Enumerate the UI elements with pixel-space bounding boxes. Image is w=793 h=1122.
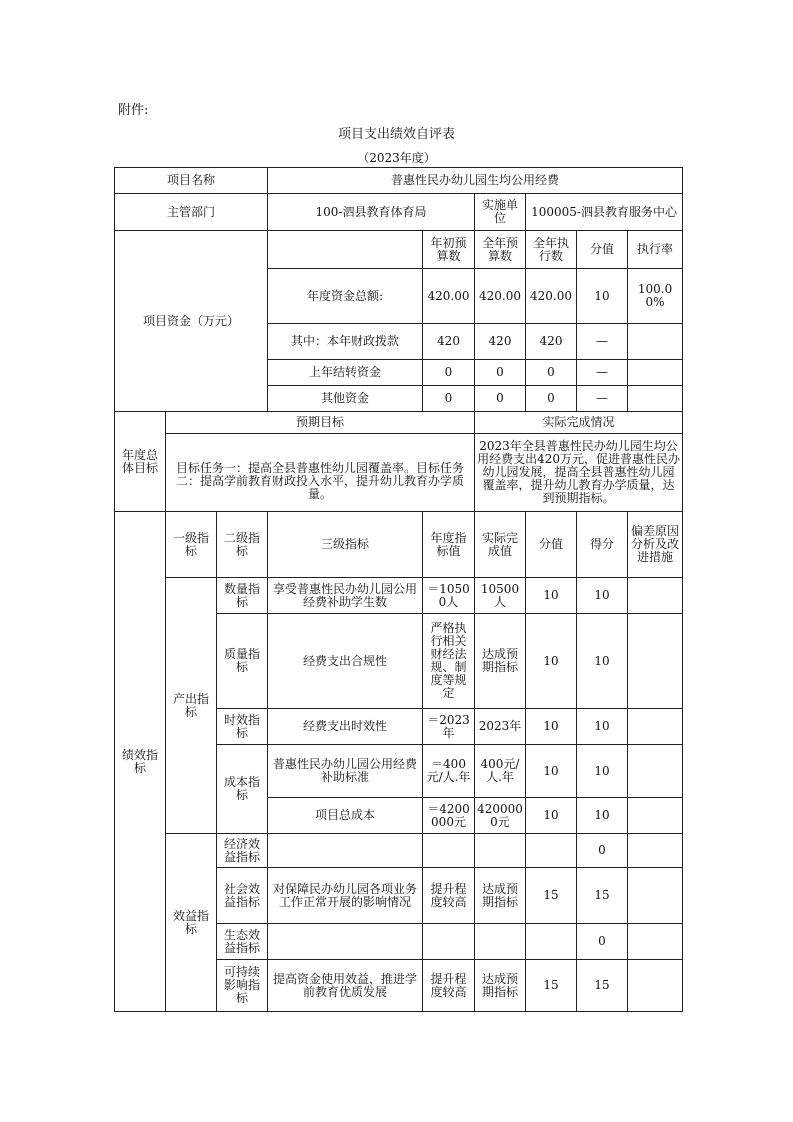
indicator-reason [628, 578, 683, 614]
indicator-level2: 数量指标 [217, 578, 268, 614]
header-target: 年度指标值 [423, 512, 475, 578]
funds-header-blank [268, 231, 423, 269]
indicator-score: 10 [577, 614, 628, 709]
indicator-value: 10 [526, 798, 577, 834]
indicator-target: 提升程度较高 [423, 868, 475, 924]
funds-row-executed: 0 [526, 386, 577, 412]
indicator-value: 15 [526, 960, 577, 1012]
indicator-level2: 成本指标 [217, 745, 268, 834]
header-level1: 一级指标 [166, 512, 217, 578]
funds-row-score-value: — [577, 386, 628, 412]
implementing-unit-label: 实施单位 [475, 194, 526, 231]
indicator-level3: 对保障民办幼儿园各项业务工作正常开展的影响情况 [268, 868, 423, 924]
project-name-value: 普惠性民办幼儿园生均公用经费 [268, 168, 683, 194]
indicator-level3: 项目总成本 [268, 798, 423, 834]
indicator-level3: 普惠性民办幼儿园公用经费补助标准 [268, 745, 423, 798]
funds-label: 项目资金（万元） [115, 231, 268, 412]
indicator-score: 0 [577, 924, 628, 960]
funds-header-rate: 执行率 [628, 231, 683, 269]
funds-header-score-value: 分值 [577, 231, 628, 269]
header-level2: 二级指标 [217, 512, 268, 578]
indicator-level2: 经济效益指标 [217, 834, 268, 868]
indicator-value: 15 [526, 868, 577, 924]
attachment-label: 附件: [118, 103, 149, 118]
indicator-level3 [268, 834, 423, 868]
indicator-actual [475, 924, 526, 960]
actual-result-header: 实际完成情况 [475, 412, 683, 434]
indicator-target: ＝400元/人.年 [423, 745, 475, 798]
indicator-target: ＝10500人 [423, 578, 475, 614]
funds-row-label: 上年结转资金 [268, 360, 423, 386]
project-name-row [115, 168, 683, 194]
funds-row-executed: 0 [526, 360, 577, 386]
funds-row-score-value: 10 [577, 269, 628, 324]
header-score: 得分 [577, 512, 628, 578]
indicator-value: 10 [526, 614, 577, 709]
output-indicator-label: 产出指标 [166, 578, 217, 834]
funds-row-annual: 0 [475, 386, 526, 412]
effect-indicator-label: 效益指标 [166, 834, 217, 1012]
funds-row-rate [628, 360, 683, 386]
indicators-header-row [115, 512, 683, 578]
indicator-reason [628, 960, 683, 1012]
indicator-target [423, 834, 475, 868]
indicator-actual: 400元/人.年 [475, 745, 526, 798]
goals-content-row [115, 434, 683, 512]
indicator-level2: 可持续影响指标 [217, 960, 268, 1012]
indicator-reason [628, 834, 683, 868]
indicator-reason [628, 868, 683, 924]
indicator-level2: 社会效益指标 [217, 868, 268, 924]
indicator-score: 15 [577, 960, 628, 1012]
department-label: 主管部门 [115, 194, 268, 231]
indicator-value: 10 [526, 709, 577, 745]
indicator-reason [628, 614, 683, 709]
indicator-reason [628, 745, 683, 798]
indicator-actual: 4200000元 [475, 798, 526, 834]
funds-row-label: 其他资金 [268, 386, 423, 412]
year-subtitle: （2023年度） [357, 151, 436, 165]
indicator-value: 10 [526, 745, 577, 798]
indicator-level3: 享受普惠性民办幼儿园公用经费补助学生数 [268, 578, 423, 614]
funds-header-initial: 年初预算数 [423, 231, 475, 269]
annual-goal-label: 年度总体目标 [115, 412, 166, 512]
indicator-level2: 生态效益指标 [217, 924, 268, 960]
funds-row-label: 年度资金总额: [268, 269, 423, 324]
goals-header-row [115, 412, 683, 434]
indicator-level2: 质量指标 [217, 614, 268, 709]
indicator-target: ＝4200000元 [423, 798, 475, 834]
implementing-unit-value: 100005-泗县教育服务中心 [526, 194, 683, 231]
funds-row-executed: 420.00 [526, 269, 577, 324]
funds-row-rate [628, 324, 683, 360]
actual-result-text: 2023年全县普惠性民办幼儿园生均公用经费支出420万元，促进普惠性民办幼儿园发展，提高全县普惠性幼儿园覆盖率，提升幼儿教育办学质量，达到预期指标。 [475, 434, 683, 512]
funds-row-executed: 420 [526, 324, 577, 360]
indicator-level3: 经费支出合规性 [268, 614, 423, 709]
indicator-actual: 10500人 [475, 578, 526, 614]
indicator-level3 [268, 924, 423, 960]
funds-row-initial: 420.00 [423, 269, 475, 324]
indicator-target: 严格执行相关财经法规、制度等规定 [423, 614, 475, 709]
indicator-value: 10 [526, 578, 577, 614]
header-reason: 偏差原因分析及改进措施 [628, 512, 683, 578]
indicator-reason [628, 709, 683, 745]
funds-row-score-value: — [577, 360, 628, 386]
indicator-value [526, 834, 577, 868]
header-value: 分值 [526, 512, 577, 578]
funds-row-label: 其中：本年财政拨款 [268, 324, 423, 360]
indicator-score: 10 [577, 798, 628, 834]
funds-row-initial: 0 [423, 386, 475, 412]
header-actual: 实际完成值 [475, 512, 526, 578]
funds-header-executed: 全年执行数 [526, 231, 577, 269]
funds-row-rate: 100.00% [628, 269, 683, 324]
funds-row-annual: 420.00 [475, 269, 526, 324]
page-title: 项目支出绩效自评表 [337, 127, 455, 142]
indicator-actual [475, 834, 526, 868]
indicator-target: 提升程度较高 [423, 960, 475, 1012]
project-name-label: 项目名称 [115, 168, 268, 194]
expected-goal-header: 预期目标 [166, 412, 475, 434]
indicator-score: 0 [577, 834, 628, 868]
indicator-actual: 达成预期指标 [475, 868, 526, 924]
expected-goal-text: 目标任务一：提高全县普惠性幼儿园覆盖率。目标任务二：提高学前教育财政投入水平，提升幼儿教育办学质量。 [166, 434, 475, 512]
indicator-target [423, 924, 475, 960]
indicator-reason [628, 798, 683, 834]
department-row [115, 194, 683, 231]
indicator-actual: 达成预期指标 [475, 614, 526, 709]
indicator-row [115, 834, 683, 868]
funds-row-score-value: — [577, 324, 628, 360]
department-value: 100-泗县教育体育局 [268, 194, 475, 231]
indicator-level2: 时效指标 [217, 709, 268, 745]
indicator-score: 10 [577, 745, 628, 798]
indicator-reason [628, 924, 683, 960]
indicator-level3: 经费支出时效性 [268, 709, 423, 745]
indicator-row [115, 578, 683, 614]
funds-row-annual: 0 [475, 360, 526, 386]
funds-row-annual: 420 [475, 324, 526, 360]
performance-indicator-label: 绩效指标 [115, 512, 166, 1012]
funds-row-rate [628, 386, 683, 412]
header-level3: 三级指标 [268, 512, 423, 578]
funds-row-initial: 420 [423, 324, 475, 360]
indicator-actual: 达成预期指标 [475, 960, 526, 1012]
indicator-target: ＝2023年 [423, 709, 475, 745]
funds-row-initial: 0 [423, 360, 475, 386]
indicator-score: 15 [577, 868, 628, 924]
indicator-value [526, 924, 577, 960]
self-evaluation-table [114, 167, 683, 1012]
indicator-score: 10 [577, 709, 628, 745]
indicator-level3: 提高资金使用效益，推进学前教育优质发展 [268, 960, 423, 1012]
indicator-actual: 2023年 [475, 709, 526, 745]
funds-header-row [115, 231, 683, 269]
funds-header-annual: 全年预算数 [475, 231, 526, 269]
indicator-score: 10 [577, 578, 628, 614]
